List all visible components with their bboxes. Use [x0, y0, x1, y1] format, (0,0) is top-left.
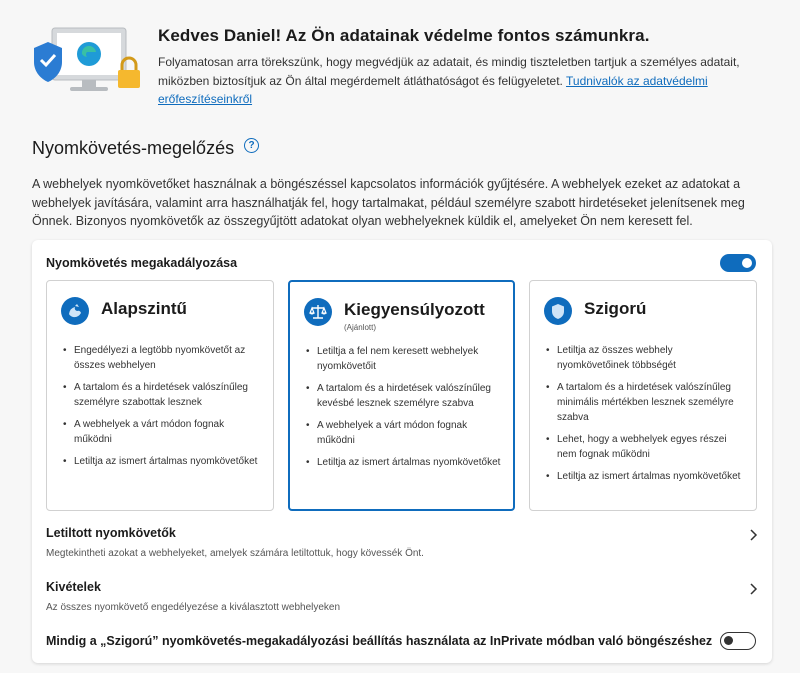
list-item: • Engedélyezi a legtöbb nyomkövetőt az összes webhelyen: [61, 343, 261, 373]
blocked-trackers-desc: Megtekintheti azokat a webhelyeket, amelyek számára letiltottuk, hogy kövessék Önt.: [46, 548, 424, 559]
tracking-prevention-panel: [32, 240, 772, 663]
list-item: • A webhelyek a várt módon fognak működni: [304, 418, 504, 448]
list-item: • Letiltja az ismert ártalmas nyomkövetőket: [61, 454, 261, 469]
privacy-header: [0, 0, 800, 120]
tracking-prevention-heading: [32, 138, 259, 159]
section-title: Nyomkövetés-megelőzés: [32, 138, 235, 158]
card-feature-list: [61, 343, 261, 476]
block-trackers-label: Nyomkövetés megakadályozása: [46, 256, 238, 270]
list-item: • Letiltja az ismert ártalmas nyomkövetőket: [544, 469, 744, 484]
exceptions-desc: Az összes nyomkövető engedélyezése a kiválasztott webhelyeken: [46, 602, 341, 613]
exceptions-row[interactable]: [46, 580, 758, 613]
inprivate-strict-label: Mindig a „Szigorú” nyomkövetés-megakadályozási beállítás használata az InPrivate módban való böngészéshez: [46, 634, 713, 648]
blocked-trackers-title: Letiltott nyomkövetők: [46, 526, 176, 540]
blocked-trackers-row[interactable]: [46, 526, 758, 559]
list-item: • Lehet, hogy a webhelyek egyes részei nem fognak működni: [544, 432, 744, 462]
shield-icon: [544, 297, 572, 325]
list-item: • A tartalom és a hirdetések valószínűleg személyre szabottak lesznek: [61, 380, 261, 410]
list-item: • Letiltja az összes webhely nyomkövetőinek többségét: [544, 343, 744, 373]
intro-title: Kedves Daniel! Az Ön adatainak védelme fontos számunkra.: [158, 26, 650, 45]
card-title: Alapszintű: [101, 299, 187, 318]
list-item: • Letiltja a fel nem keresett webhelyek nyomkövetőit: [304, 344, 504, 374]
list-item: • A tartalom és a hirdetések valószínűleg minimális mértékben lesznek személyre szabva: [544, 380, 744, 425]
card-title: Kiegyensúlyozott: [344, 300, 485, 319]
card-balanced[interactable]: [288, 280, 515, 511]
list-item: • A tartalom és a hirdetések valószínűleg kevésbé lesznek személyre szabva: [304, 381, 504, 411]
privacy-info-link[interactable]: Tudnivalók az adatvédelmi erőfeszítéseinkről: [158, 73, 708, 106]
card-subtitle: (Ajánlott): [344, 323, 377, 332]
card-strict[interactable]: [529, 280, 757, 511]
privacy-illustration-icon: [30, 26, 145, 96]
section-description: A webhelyek nyomkövetőket használnak a böngészéssel kapcsolatos információk gyűjtésére. A webhelyek ezeket az adatokat a webhelyek javítására, valamint arra használhatják fel, hogy tartalmakat, például személyre szabott hirdetéseket jelenítsenek meg Önnek. Bizonyos nyomkövetők az összegyűjtött adatokat olyan webhelyeknek küldik el, amelyeket Ön nem keresett fel.: [32, 177, 745, 228]
list-item: • Letiltja az ismert ártalmas nyomkövetőket: [304, 455, 504, 470]
intro-body: [158, 53, 778, 109]
list-item: • A webhelyek a várt módon fognak működni: [61, 417, 261, 447]
card-title: Szigorú: [584, 299, 647, 318]
scale-icon: [304, 298, 332, 326]
card-feature-list: [304, 344, 504, 477]
card-basic[interactable]: [46, 280, 274, 511]
exceptions-title: Kivételek: [46, 580, 101, 594]
chevron-right-icon: [748, 582, 758, 596]
block-trackers-toggle[interactable]: [720, 254, 756, 272]
intro-text: Folyamatosan arra törekszünk, hogy megvédjük az adatait, és mindig tiszteletben tartjuk a személyes adatait, miközben biztosítjuk az Ön által megérdemelt átláthatóságot és felügyeletet.: [158, 55, 740, 88]
card-feature-list: [544, 343, 744, 491]
inprivate-strict-toggle[interactable]: [720, 632, 756, 650]
chevron-right-icon: [748, 528, 758, 542]
privacy-intro: [158, 26, 778, 109]
help-icon[interactable]: ?: [244, 138, 259, 153]
basic-icon: [61, 297, 89, 325]
